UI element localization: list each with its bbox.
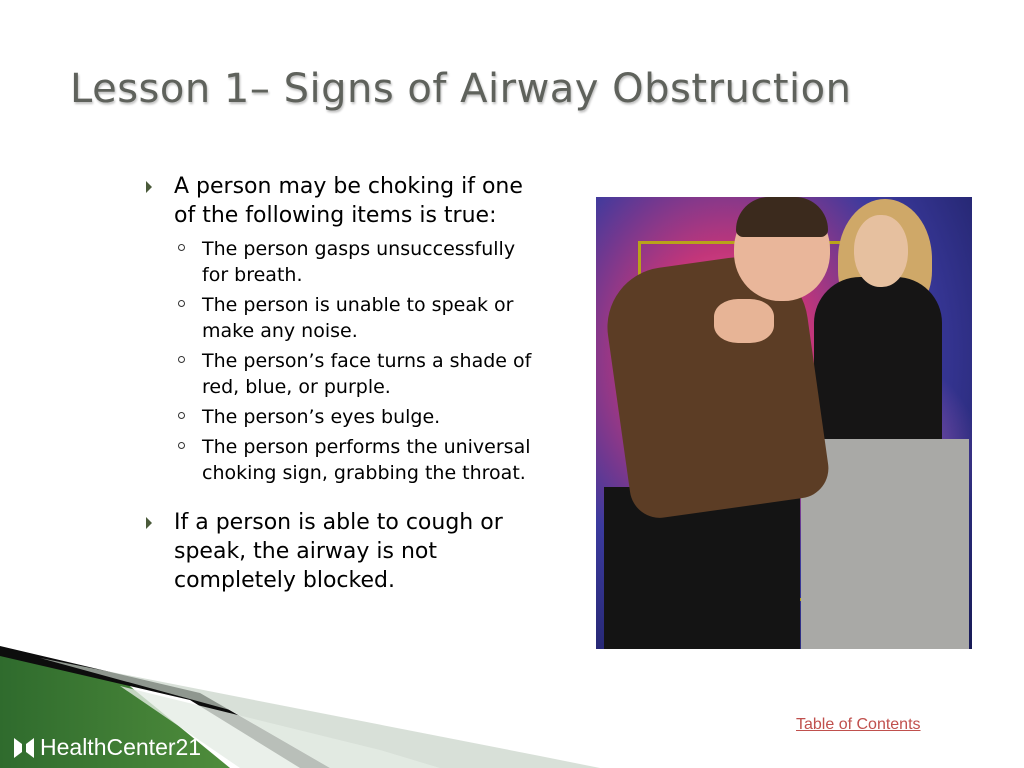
brand-logo [14,734,201,761]
table-of-contents-link[interactable]: Table of Contents [796,716,921,733]
sub-bullet-item: The person’s eyes bulge. [174,404,546,430]
circle-bullet-icon [178,442,185,449]
circle-bullet-icon [178,356,185,363]
bullet-text: A person may be choking if one of the following items is true: [174,174,523,228]
slide-title: Lesson 1– Signs of Airway Obstruction [70,66,852,112]
circle-bullet-icon [178,412,185,419]
sub-bullet-item: The person is unable to speak or make any noise. [174,292,546,344]
sub-bullet-item: The person’s face turns a shade of red, blue, or purple. [174,348,546,400]
sub-bullet-item: The person performs the universal choking sign, grabbing the throat. [174,434,546,486]
sub-bullet-item: The person gasps unsuccessfully for breath. [174,236,546,288]
choking-photo [596,197,972,649]
bullet-item [146,508,546,595]
circle-bullet-icon [178,244,185,251]
sub-bullet-list [174,236,546,486]
circle-bullet-icon [178,300,185,307]
hand-on-throat [714,299,774,343]
brand-name: HealthCenter21 [40,734,202,760]
arrow-bullet-icon [146,517,152,529]
bullet-item [146,172,546,486]
healthcenter-logo-icon [14,738,34,758]
arrow-bullet-icon [146,181,152,193]
slide-content [146,172,546,595]
woman-figure [814,277,942,457]
bullet-text: If a person is able to cough or speak, the airway is not completely blocked. [174,510,503,593]
